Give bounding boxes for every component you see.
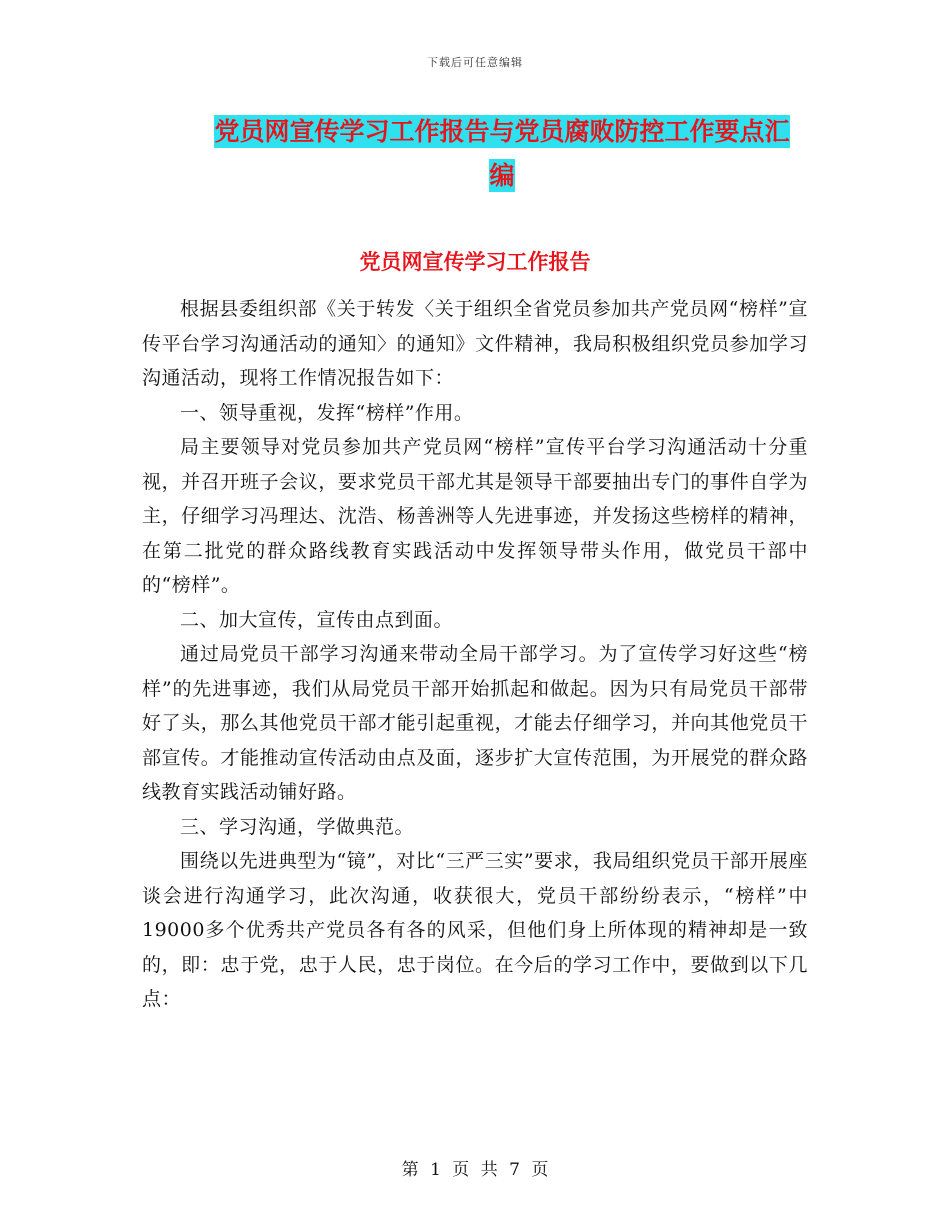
section-title: 党员网宣传学习工作报告 bbox=[359, 249, 591, 274]
paragraph: 通过局党员干部学习沟通来带动全局干部学习。为了宣传学习好这些“榜样”的先进事迹，我们从局党员干部开始抓起和做起。因为只有局党员干部带好了头，那么其他党员干部才能引起重视，才能去仔细学习，并向其他党员干部宣传。才能推动宣传活动由点及面，逐步扩大宣传范围，为开展党的群众路线教育实践活动铺好路。 bbox=[142, 643, 808, 803]
document-title-line1: 党员网宣传学习工作报告与党员腐败防控工作要点汇 bbox=[214, 117, 790, 146]
paragraph: 围绕以先进典型为“镜”，对比“三严三实”要求，我局组织党员干部开展座谈会进行沟通学习，此次沟通，收获很大，党员干部纷纷表示，“榜样”中19000多个优秀共产党员各有各的风采，但他们身上所体现的精神却是一致的，即：忠于党，忠于人民，忠于岗位。在今后的学习工作中，要做到以下几点： bbox=[142, 850, 808, 1010]
header-note: 下载后可任意编辑 bbox=[427, 56, 523, 69]
paragraph: 根据县委组织部《关于转发〈关于组织全省党员参加共产党员网“榜样”宣传平台学习沟通活动的通知〉的通知》文件精神，我局积极组织党员参加学习沟通活动，现将工作情况报告如下： bbox=[142, 298, 808, 389]
paragraph: 局主要领导对党员参加共产党员网“榜样”宣传平台学习沟通活动十分重视，并召开班子会议，要求党员干部尤其是领导干部要抽出专门的事件自学为主，仔细学习冯理达、沈浩、杨善洲等人先进事迹，并发扬这些榜样的精神，在第二批党的群众路线教育实践活动中发挥领导带头作用，做党员干部中的“榜样”。 bbox=[142, 436, 808, 596]
page-number: 第 1 页 共 7 页 bbox=[401, 1160, 549, 1180]
document-title bbox=[192, 110, 812, 198]
paragraph-heading: 一、领导重视，发挥“榜样”作用。 bbox=[180, 401, 474, 424]
paragraph-heading: 三、学习沟通，学做典范。 bbox=[180, 815, 415, 838]
paragraph-heading: 二、加大宣传，宣传由点到面。 bbox=[180, 608, 454, 631]
document-body bbox=[142, 292, 808, 1017]
document-title-line2: 编 bbox=[489, 161, 515, 190]
